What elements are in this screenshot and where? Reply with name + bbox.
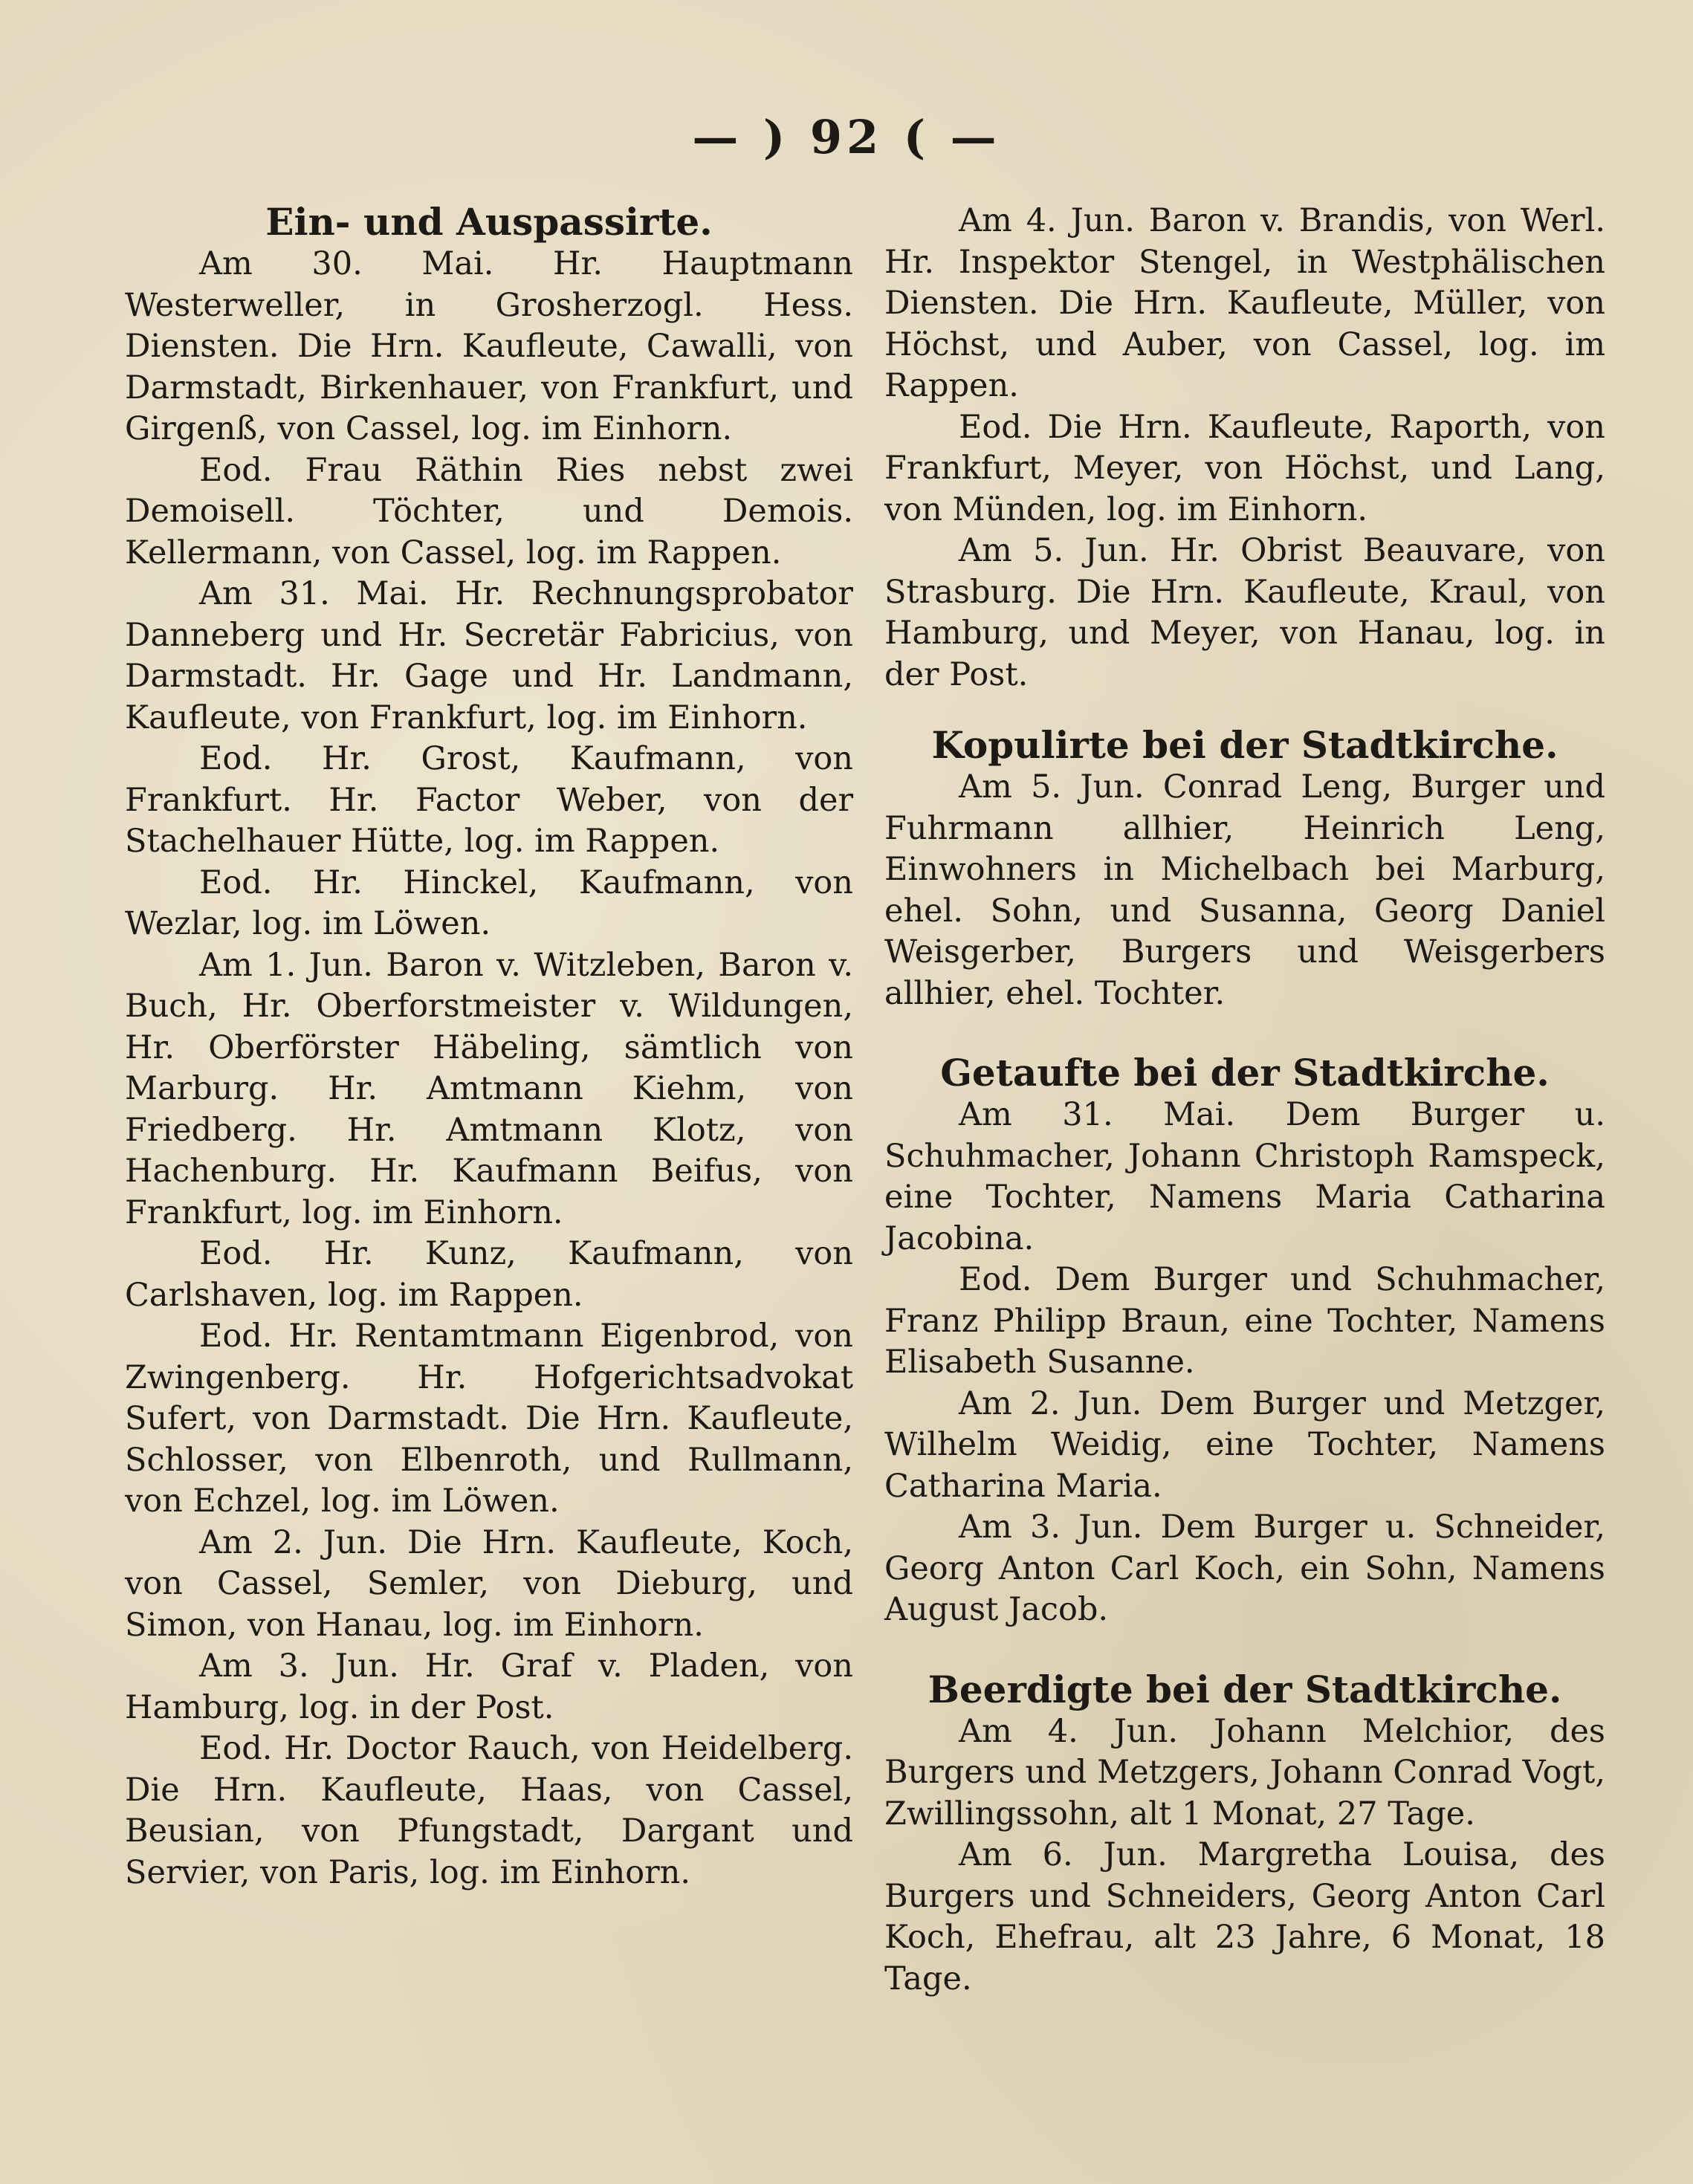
paragraph: Eod. Hr. Grost, Kaufmann, von Frankfurt. Hr. Factor Weber, von der Stachelhauer Hütte, log. im Rappen. bbox=[125, 740, 853, 860]
paragraph: Eod. Frau Räthin Ries nebst zwei Demoisell. Töchter, und Demois. Kellermann, von Cassel, log. im Rappen. bbox=[125, 451, 853, 571]
paragraph: Am 3. Jun. Dem Burger u. Schneider, Georg Anton Carl Koch, ein Sohn, Namens August Jacob. bbox=[884, 1509, 1605, 1628]
paragraph: Am 2. Jun. Die Hrn. Kaufleute, Koch, von Cassel, Semler, von Dieburg, und Simon, von Hanau, log. im Einhorn. bbox=[125, 1523, 853, 1644]
spacer bbox=[884, 1014, 1605, 1052]
paragraph: Am 1. Jun. Baron v. Witzleben, Baron v. Buch, Hr. Oberforstmeister v. Wildungen, Hr. Oberförster Häbeling, sämtlich von Marburg. Hr. Amtmann Kiehm, von Friedberg. Hr. Amtmann Klotz, von Hachenburg. Hr. Kaufmann Beifus, von Frankfurt, log. im Einhorn. bbox=[125, 946, 853, 1231]
paragraph: Eod. Hr. Doctor Rauch, von Heidelberg. Die Hrn. Kaufleute, Haas, von Cassel, Beusian, von Pfungstadt, Dargant und Servier, von Paris, log. im Einhorn. bbox=[125, 1730, 853, 1891]
right-column bbox=[884, 201, 1605, 2000]
section-heading-baptized: Getaufte bei der Stadtkirche. bbox=[940, 1051, 1550, 1095]
page-header: — ) 92 ( — bbox=[692, 110, 1001, 164]
paragraph: Am 4. Jun. Johann Melchior, des Burgers und Metzgers, Johann Conrad Vogt, Zwillingssohn, alt 1 Monat, 27 Tage. bbox=[884, 1712, 1605, 1833]
paragraph: Am 6. Jun. Margretha Louisa, des Burgers und Schneiders, Georg Anton Carl Koch, Ehefrau, alt 23 Jahre, 6 Monat, 18 Tage. bbox=[884, 1836, 1605, 1997]
paragraph: Eod. Hr. Kunz, Kaufmann, von Carlshaven, log. im Rappen. bbox=[125, 1235, 853, 1314]
paragraph: Eod. Hr. Hinckel, Kaufmann, von Wezlar, log. im Löwen. bbox=[125, 863, 853, 942]
section-heading-passengers: Ein- und Auspassirte. bbox=[265, 200, 713, 244]
left-column bbox=[125, 201, 853, 1893]
paragraph: Am 4. Jun. Baron v. Brandis, von Werl. Hr. Inspektor Stengel, in Westphälischen Diensten. Die Hrn. Kaufleute, Müller, von Höchst, und Auber, von Cassel, log. im Rappen. bbox=[884, 202, 1605, 404]
spacer bbox=[884, 696, 1605, 724]
paragraph: Eod. Dem Burger und Schuhmacher, Franz Philipp Braun, eine Tochter, Namens Elisabeth Susanne. bbox=[884, 1261, 1605, 1381]
spacer bbox=[884, 1631, 1605, 1668]
paragraph: Am 31. Mai. Dem Burger u. Schuhmacher, Johann Christoph Ramspeck, eine Tochter, Namens Maria Catharina Jacobina. bbox=[884, 1096, 1605, 1257]
paragraph: Am 5. Jun. Hr. Obrist Beauvare, von Strasburg. Die Hrn. Kaufleute, Kraul, von Hamburg, und Meyer, von Hanau, log. in der Post. bbox=[884, 532, 1605, 693]
section-heading-buried: Beerdigte bei der Stadtkirche. bbox=[928, 1667, 1562, 1711]
paragraph: Am 31. Mai. Hr. Rechnungsprobator Danneberg und Hr. Secretär Fabricius, von Darmstadt. Hr. Gage und Hr. Landmann, Kaufleute, von Frankfurt, log. im Einhorn. bbox=[125, 575, 853, 736]
paragraph: Am 3. Jun. Hr. Graf v. Pladen, von Hamburg, log. in der Post. bbox=[125, 1647, 853, 1726]
paragraph: Am 2. Jun. Dem Burger und Metzger, Wilhelm Weidig, eine Tochter, Namens Catharina Maria. bbox=[884, 1384, 1605, 1505]
section-heading-married: Kopulirte bei der Stadtkirche. bbox=[931, 723, 1558, 767]
paragraph: Am 30. Mai. Hr. Hauptmann Westerweller, in Grosherzogl. Hess. Diensten. Die Hrn. Kaufleute, Cawalli, von Darmstadt, Birkenhauer, von Frankfurt, und Girgenß, von Cassel, log. im Einhorn. bbox=[125, 245, 853, 447]
paragraph: Eod. Hr. Rentamtmann Eigenbrod, von Zwingenberg. Hr. Hofgerichtsadvokat Sufert, von Darmstadt. Die Hrn. Kaufleute, Schlosser, von Elbenroth, und Rullmann, von Echzel, log. im Löwen. bbox=[125, 1318, 853, 1520]
paragraph: Am 5. Jun. Conrad Leng, Burger und Fuhrmann allhier, Heinrich Leng, Einwohners in Michelbach bei Marburg, ehel. Sohn, und Susanna, Georg Daniel Weisgerber, Burgers und Weisgerbers allhier, ehel. Tochter. bbox=[884, 768, 1605, 1012]
paragraph: Eod. Die Hrn. Kaufleute, Raporth, von Frankfurt, Meyer, von Höchst, und Lang, von Münden, log. im Einhorn. bbox=[884, 408, 1605, 528]
